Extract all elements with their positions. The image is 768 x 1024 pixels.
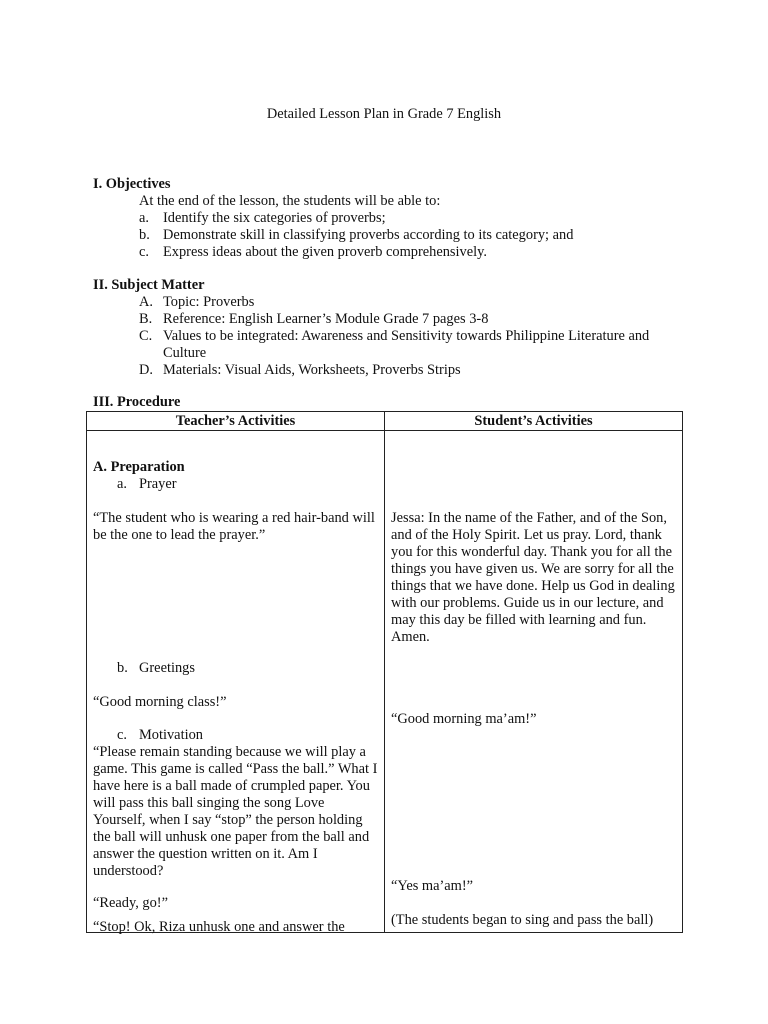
objectives-heading: I. Objectives	[93, 176, 171, 192]
subject-matter-list	[139, 294, 668, 379]
teacher-activities-header: Teacher’s Activities	[87, 412, 385, 431]
list-item: B. Reference: English Learner’s Module Grade 7 pages 3-8	[139, 311, 489, 327]
greetings-label: b. Greetings	[117, 660, 195, 676]
understood-student-text: “Yes ma’am!”	[391, 878, 474, 894]
student-activities-cell	[385, 431, 683, 933]
student-activities-header: Student’s Activities	[385, 412, 683, 431]
prayer-student-text: Jessa: In the name of the Father, and of the Son, and of the Holy Spirit. Let us pray. Lord, thank you for this wonderful day. Thank you for all the things you have given us. We are sorry for all the things that we have done. Help us God in dealing with our problems. Guide us in our lecture, and may this day be filled with learning and fun. Amen.	[391, 510, 675, 645]
objectives-intro: At the end of the lesson, the students will be able to:	[139, 193, 441, 209]
preparation-heading: A. Preparation	[93, 459, 185, 475]
ready-teacher-text: “Ready, go!”	[93, 895, 168, 911]
subject-matter-heading: II. Subject Matter	[93, 277, 205, 293]
list-item: A. Topic: Proverbs	[139, 294, 255, 310]
motivation-label: c. Motivation	[117, 727, 203, 743]
procedure-table	[86, 411, 683, 933]
teacher-activities-cell	[87, 431, 385, 933]
stop-teacher-text: “Stop! Ok, Riza unhusk one and answer the	[93, 919, 345, 935]
document-title: Detailed Lesson Plan in Grade 7 English	[266, 106, 502, 122]
list-item: b. Demonstrate skill in classifying proverbs according to its category; and	[139, 227, 574, 243]
prayer-teacher-text: “The student who is wearing a red hair-band will be the one to lead the prayer.”	[93, 510, 375, 543]
list-item: a. Identify the six categories of proverbs;	[139, 210, 386, 226]
list-item: D. Materials: Visual Aids, Worksheets, Proverbs Strips	[139, 362, 461, 378]
motivation-teacher-text: “Please remain standing because we will play a game. This game is called “Pass the ball.” What I have here is a ball made of crumpled paper. You will pass this ball singing the song Love Yourself, when I say “stop” the person holding the ball will unhusk one paper from the ball and answer the question written on it. Am I understood?	[93, 744, 378, 879]
procedure-heading: III. Procedure	[93, 394, 181, 410]
prayer-label: a. Prayer	[117, 476, 177, 492]
list-item: C. Values to be integrated: Awareness and Sensitivity towards Philippine Literature and Culture	[139, 328, 650, 361]
greetings-student-text: “Good morning ma’am!”	[391, 711, 537, 727]
list-item: c. Express ideas about the given proverb comprehensively.	[139, 244, 487, 260]
greetings-teacher-text: “Good morning class!”	[93, 694, 227, 710]
sing-student-text: (The students began to sing and pass the ball)	[391, 912, 654, 928]
objectives-list	[139, 210, 668, 261]
